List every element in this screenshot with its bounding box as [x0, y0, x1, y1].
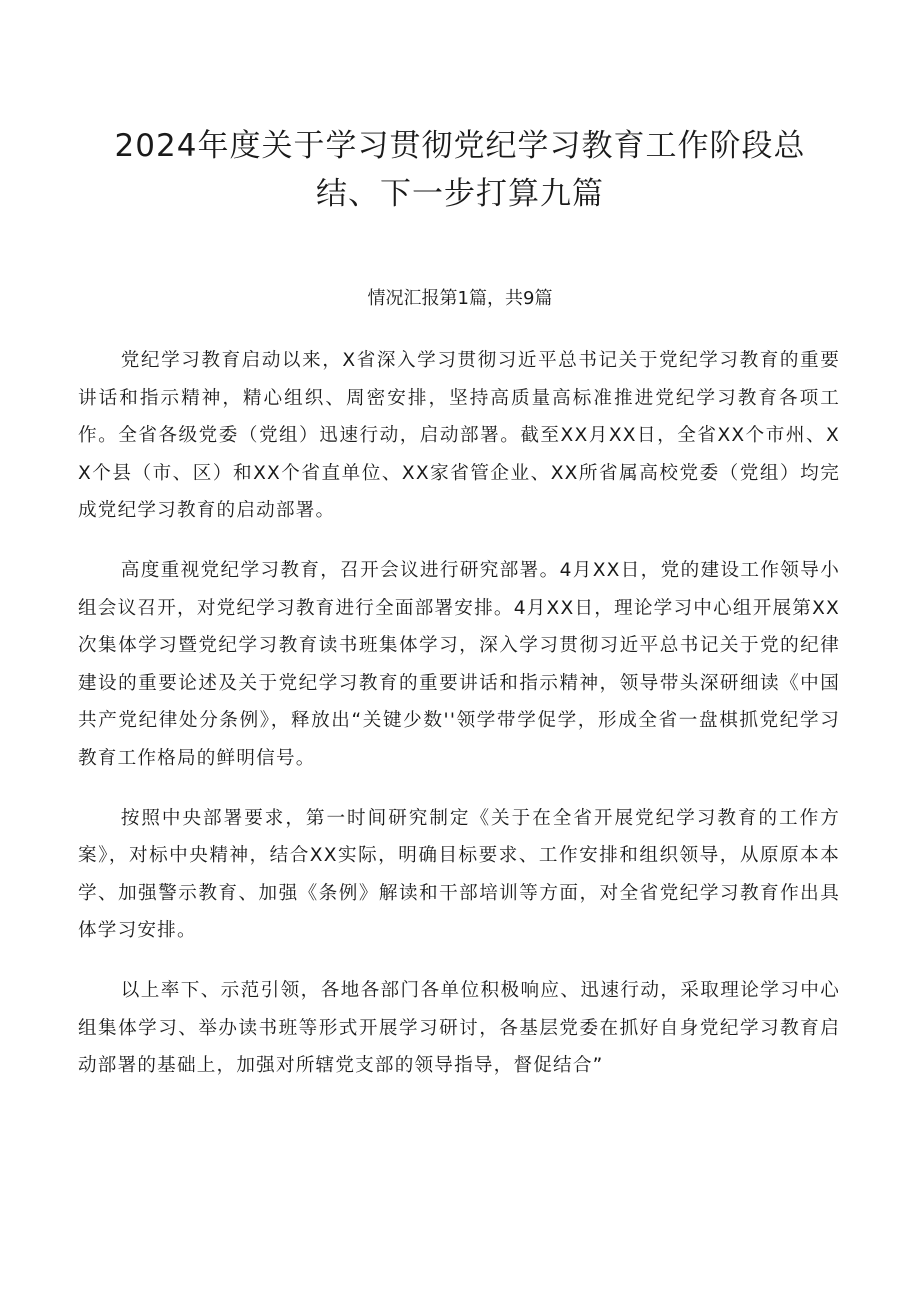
document-title-line-2: 结、下一步打算九篇	[316, 176, 604, 212]
paragraph-4: 以上率下、示范引领，各地各部门各单位积极响应、迅速行动，采取理论学习中心组集体学习、举办读书班等形式开展学习研讨，各基层党委在抓好自身党纪学习教育启动部署的基础上，加强对所辖党支部的领导指导，督促结合”	[78, 979, 840, 1077]
section-heading: 情况汇报第1篇，共9篇	[367, 288, 553, 309]
paragraph-3: 按照中央部署要求，第一时间研究制定《关于在全省开展党纪学习教育的工作方案》，对标中央精神，结合XX实际，明确目标要求、工作安排和组织领导，从原原本本学、加强警示教育、加强《条例》解读和干部培训等方面，对全省党纪学习教育作出具体学习安排。	[78, 807, 840, 942]
document-title-line-1: 2024年度关于学习贯彻党纪学习教育工作阶段总	[114, 128, 806, 164]
document-body	[78, 342, 840, 1107]
paragraph-2: 高度重视党纪学习教育，召开会议进行研究部署。4月XX日，党的建设工作领导小组会议召开，对党纪学习教育进行全面部署安排。4月XX日，理论学习中心组开展第XX次集体学习暨党纪学习教育读书班集体学习，深入学习贯彻习近平总书记关于党的纪律建设的重要论述及关于党纪学习教育的重要讲话和指示精神，领导带头深研细读《中国共产党纪律处分条例》，释放出“关键少数''领学带学促学，形成全省一盘棋抓党纪学习教育工作格局的鲜明信号。	[78, 559, 840, 769]
document-title	[100, 122, 820, 218]
paragraph-1: 党纪学习教育启动以来，X省深入学习贯彻习近平总书记关于党纪学习教育的重要讲话和指示精神，精心组织、周密安排，坚持高质量高标准推进党纪学习教育各项工作。全省各级党委（党组）迅速行动，启动部署。截至XX月XX日，全省XX个市州、XX个县（市、区）和XX个省直单位、XX家省管企业、XX所省属高校党委（党组）均完成党纪学习教育的启动部署。	[78, 350, 840, 522]
